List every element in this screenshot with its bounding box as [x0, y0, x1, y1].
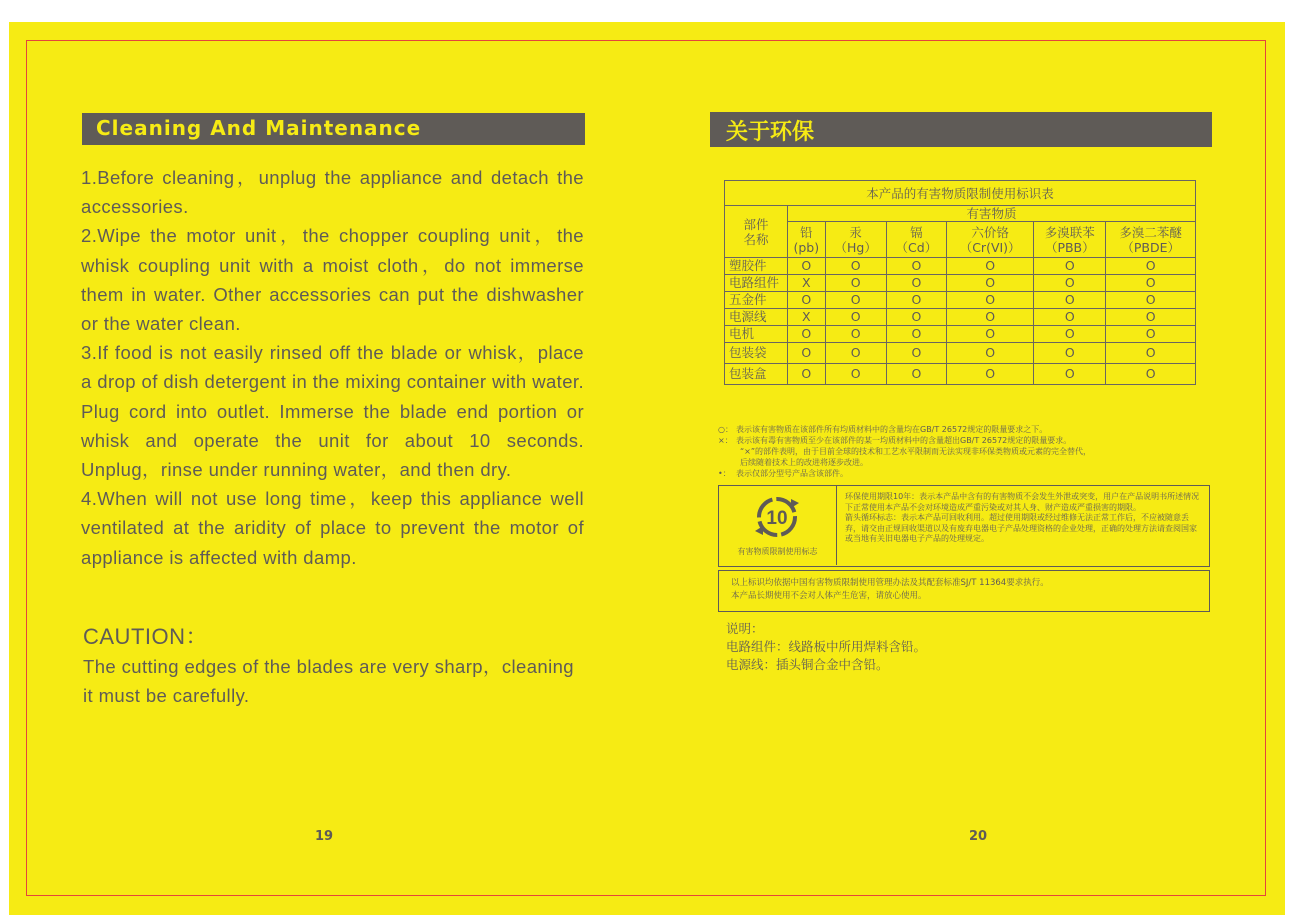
instruction-3: 3.If food is not easily rinsed off the blade or whisk，place a drop of dish detergent in the mixing container with water. Plug cord into outlet. Immerse the blade end portion or whisk and operate the unit for about 10 seconds. Unplug，rinse under running water，and then dry. — [81, 342, 584, 481]
substance-cell: O — [886, 292, 946, 309]
explain-line-1: 电路组件：线路板中所用焊料含铅。 — [726, 639, 927, 654]
substance-cell: O — [1106, 292, 1196, 309]
substance-cell: O — [946, 292, 1033, 309]
o-symbol: ○： — [718, 425, 733, 434]
caution-text: The cutting edges of the blades are very sharp，cleaning it must be carefully. — [83, 656, 574, 706]
substance-cell: O — [886, 275, 946, 292]
recycle-text: 箭头循环标志：表示本产品可回收利用。超过使用期限或经过维修无法正常工作后，不应被随意丢弃，请交由正规回收渠道以及有废弃电器电子产品处理资格的企业处理，正确的处理方法请查阅国家或当地有关旧电器电子产品的处理规定。 — [845, 513, 1197, 543]
part-name-cell: 电源线 — [725, 309, 788, 326]
logo-number: 10 — [766, 508, 788, 529]
part-name-cell: 电路组件 — [725, 275, 788, 292]
logo-description — [845, 492, 1201, 545]
table-notes — [718, 424, 1208, 479]
part-header: 部件 名称 — [725, 206, 788, 258]
substance-cell: O — [1106, 258, 1196, 275]
environment-heading: 关于环保 — [710, 112, 1212, 147]
explain-title: 说明： — [726, 621, 764, 636]
substance-cell: O — [1034, 275, 1106, 292]
instruction-1: 1.Before cleaning，unplug the appliance and detach the accessories. — [81, 167, 584, 218]
substance-cell: O — [1106, 364, 1196, 385]
substance-cell: O — [825, 275, 886, 292]
substance-cell: O — [788, 364, 826, 385]
table-row — [725, 364, 1196, 385]
part-name-cell: 塑胶件 — [725, 258, 788, 275]
column-header: 汞 （Hg） — [825, 222, 886, 258]
substance-cell: O — [886, 364, 946, 385]
standard-line-1: 以上标识均依据中国有害物质限制使用管理办法及其配套标准SJ/T 11364要求执行。 — [731, 578, 1049, 588]
substance-cell: O — [1034, 343, 1106, 364]
x-note: 表示该有毒有害物质至少在该部件的某一均质材料中的含量超出GB/T 26572规定的限量要求。 — [736, 436, 1072, 445]
substance-cell: O — [1034, 258, 1106, 275]
part-name-cell: 五金件 — [725, 292, 788, 309]
page-number-left: 19 — [315, 829, 334, 844]
table-row — [725, 258, 1196, 275]
explanation — [726, 620, 926, 674]
column-header: 六价铬 （Cr(VI)） — [946, 222, 1033, 258]
part-name-cell: 电机 — [725, 326, 788, 343]
substance-cell: O — [1034, 309, 1106, 326]
substance-cell: O — [825, 258, 886, 275]
table-row — [725, 343, 1196, 364]
table-row — [725, 326, 1196, 343]
substance-cell: O — [946, 343, 1033, 364]
substance-cell: O — [1106, 309, 1196, 326]
service-life-text: 环保使用期限10年：表示本产品中含有的有害物质不会发生外泄或突变，用户在产品说明书所述情况下正常使用本产品不会对环境造成严重污染或对其人身、财产造成严重损害的期限。 — [845, 492, 1200, 512]
x-note-cont: “×”的部件表明，由于目前全球的技术和工艺水平限制而无法实现非环保类物质或元素的完全替代， — [740, 447, 1091, 456]
substance-cell: O — [1106, 326, 1196, 343]
cleaning-heading: Cleaning And Maintenance — [82, 113, 585, 145]
substance-cell: O — [946, 364, 1033, 385]
hazardous-substance-table — [724, 180, 1196, 385]
substance-cell: O — [886, 258, 946, 275]
substance-cell: O — [825, 364, 886, 385]
substance-cell: O — [1034, 326, 1106, 343]
page-number-right: 20 — [969, 829, 988, 844]
substance-cell: O — [788, 258, 826, 275]
explain-line-2: 电源线：插头铜合金中含铅。 — [726, 657, 889, 672]
substance-group-header: 有害物质 — [788, 206, 1196, 222]
substance-cell: O — [1106, 275, 1196, 292]
part-name-cell: 包装袋 — [725, 343, 788, 364]
instruction-4: 4.When will not use long time，keep this appliance well ventilated at the aridity of place to prevent the motor of appliance is affected with damp. — [81, 488, 584, 568]
cleaning-instructions — [81, 163, 584, 572]
substance-cell: O — [825, 326, 886, 343]
table-row — [725, 275, 1196, 292]
table-caption: 本产品的有害物质限制使用标识表 — [725, 181, 1196, 206]
substance-cell: O — [825, 309, 886, 326]
substance-cell: O — [886, 343, 946, 364]
substance-cell: O — [886, 326, 946, 343]
substance-cell: O — [825, 343, 886, 364]
standard-text — [731, 577, 1201, 603]
substance-cell: O — [825, 292, 886, 309]
substance-cell: O — [788, 326, 826, 343]
o-note: 表示该有害物质在该部件所有均质材料中的含量均在GB/T 26572规定的限量要求之下。 — [736, 425, 1048, 434]
column-header: 铅 (pb) — [788, 222, 826, 258]
dot-note: 表示仅部分型号产品含该部件。 — [736, 469, 848, 478]
substance-cell: O — [946, 275, 1033, 292]
standard-box — [718, 570, 1210, 612]
x-note-cont2: 后续随着技术上的改进将逐步改进。 — [740, 458, 868, 467]
table-row — [725, 292, 1196, 309]
substance-cell: O — [886, 309, 946, 326]
column-header: 多溴二苯醚 （PBDE） — [1106, 222, 1196, 258]
substance-cell: O — [788, 343, 826, 364]
caution-title: CAUTION： — [83, 624, 209, 649]
substance-cell: X — [788, 309, 826, 326]
part-name-cell: 包装盒 — [725, 364, 788, 385]
logo-caption: 有害物质限制使用标志 — [737, 547, 818, 556]
manual-spread — [9, 22, 1285, 915]
instruction-2: 2.Wipe the motor unit，the chopper coupling unit，the whisk coupling unit with a moist cloth，do not immerse them in water. Other accessories can put the dishwasher or the water clean. — [81, 225, 584, 335]
substance-cell: O — [1106, 343, 1196, 364]
substance-cell: O — [1034, 292, 1106, 309]
substance-cell: O — [788, 292, 826, 309]
substance-cell: O — [946, 309, 1033, 326]
substance-cell: X — [788, 275, 826, 292]
x-symbol: ×： — [718, 436, 733, 445]
table-row — [725, 309, 1196, 326]
dot-symbol: •： — [718, 469, 731, 478]
standard-line-2: 本产品长期使用不会对人体产生危害，请放心使用。 — [731, 591, 927, 601]
logo-cell — [719, 486, 837, 565]
substance-cell: O — [1034, 364, 1106, 385]
column-header: 多溴联苯 （PBB） — [1034, 222, 1106, 258]
substance-cell: O — [946, 326, 1033, 343]
environment-logo-box — [718, 485, 1210, 567]
column-header: 镉 （Cd） — [886, 222, 946, 258]
recycle-10-icon — [719, 486, 836, 546]
substance-cell: O — [946, 258, 1033, 275]
